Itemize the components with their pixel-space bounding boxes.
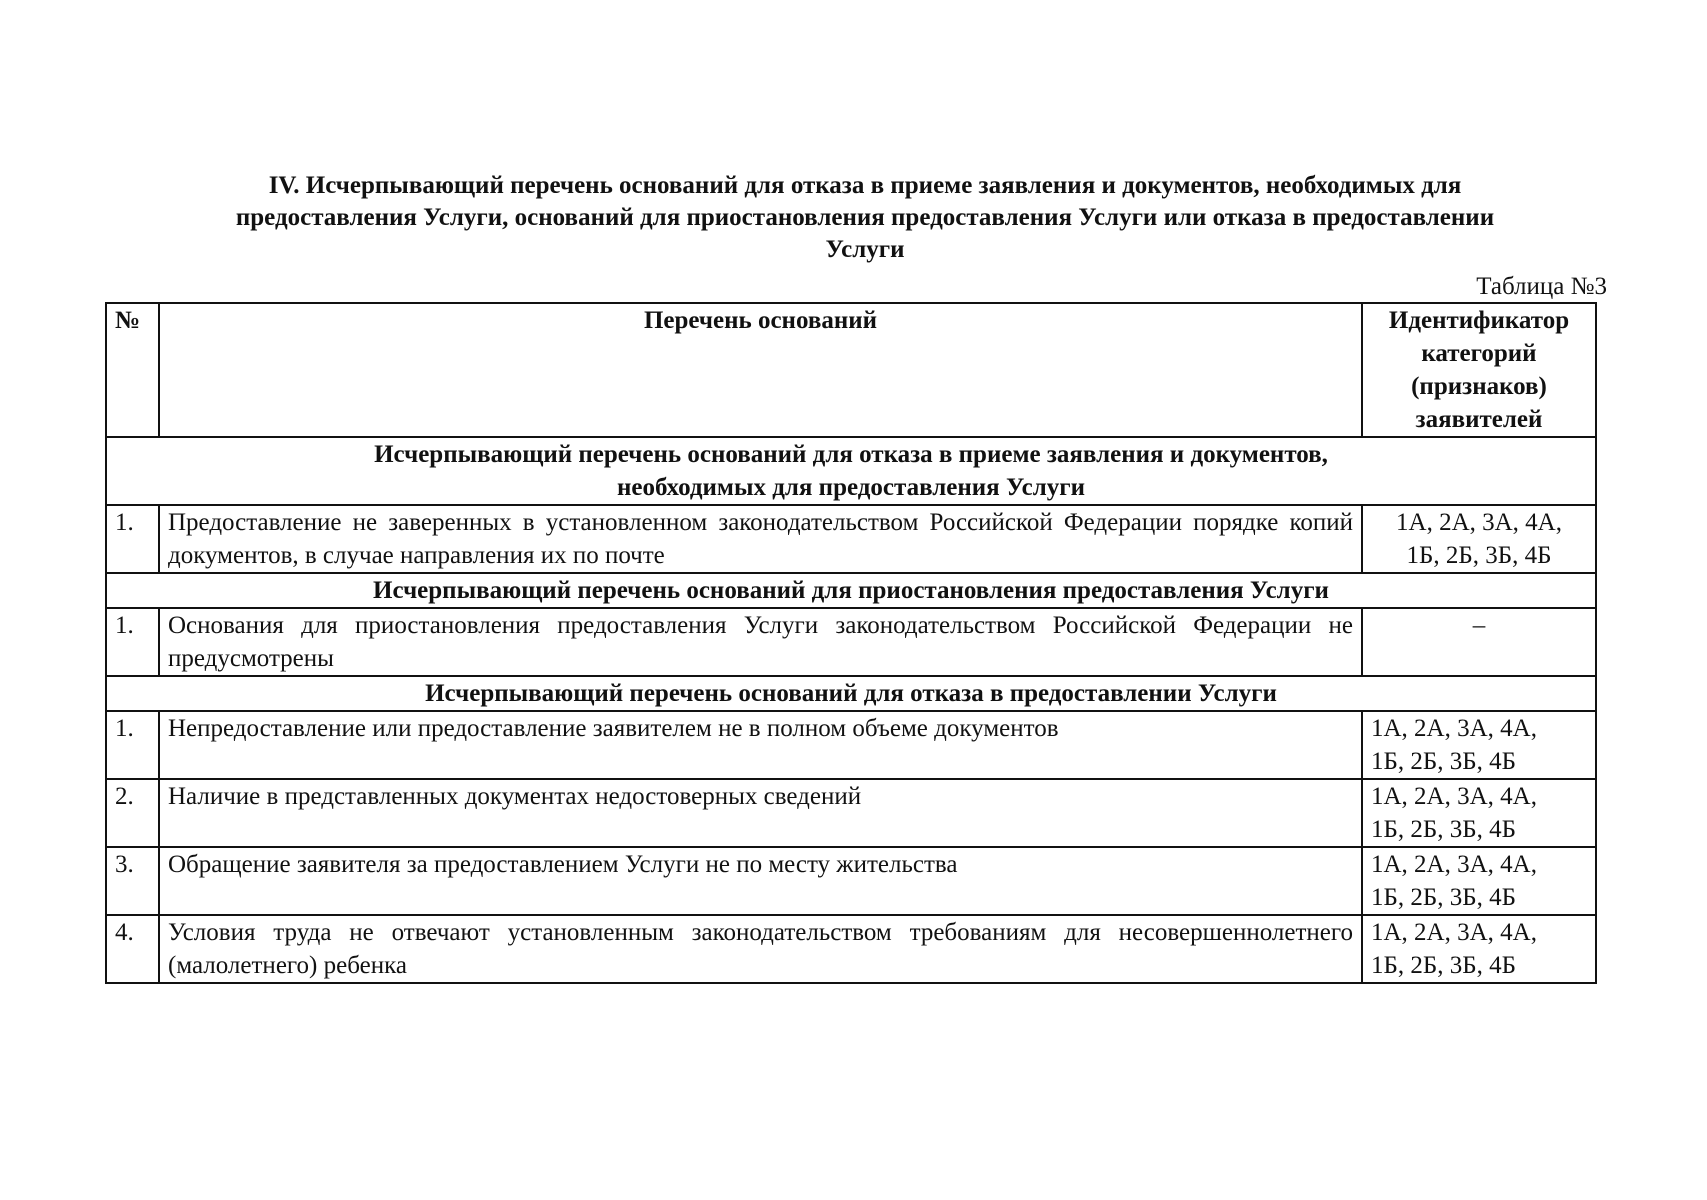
identifier-line: 1А, 2А, 3А, 4А,	[1396, 509, 1562, 536]
table-row	[106, 779, 1596, 847]
header-number: №	[106, 303, 159, 437]
heading-line: предоставления Услуги, оснований для приостановления предоставления Услуги или отказа в предоставлении	[235, 204, 1495, 231]
row-number: 1.	[106, 608, 159, 676]
row-number: 2.	[106, 779, 159, 847]
row-identifiers	[1362, 915, 1596, 983]
table-row	[106, 505, 1596, 573]
row-identifiers	[1362, 779, 1596, 847]
row-identifiers	[1362, 505, 1596, 573]
row-reason: Наличие в представленных документах недостоверных сведений	[159, 779, 1362, 847]
section-title-suspension: Исчерпывающий перечень оснований для приостановления предоставления Услуги	[106, 573, 1596, 608]
table-row	[106, 608, 1596, 676]
header-reasons: Перечень оснований	[159, 303, 1362, 437]
identifier-line: 1А, 2А, 3А, 4А,	[1371, 783, 1537, 810]
row-number: 3.	[106, 847, 159, 915]
table-number-label: Таблица №3	[1476, 273, 1607, 300]
row-identifiers	[1362, 847, 1596, 915]
row-reason: Непредоставление или предоставление заявителем не в полном объеме документов	[159, 711, 1362, 779]
header-identifier: Идентификатор категорий (признаков) заявителей	[1362, 303, 1596, 437]
section-row	[106, 437, 1596, 505]
section-heading	[110, 170, 1620, 266]
heading-line: IV. Исчерпывающий перечень оснований для отказа в приеме заявления и документов, необходимых для	[268, 172, 1462, 199]
row-reason: Условия труда не отвечают установленным законодательством требованиям для несовершеннолетнего (малолетнего) ребенка	[159, 915, 1362, 983]
identifier-line: 1А, 2А, 3А, 4А,	[1371, 715, 1537, 742]
identifier-line: 1Б, 2Б, 3Б, 4Б	[1406, 542, 1552, 569]
section-title-refusal-service: Исчерпывающий перечень оснований для отказа в предоставлении Услуги	[106, 676, 1596, 711]
row-number: 1.	[106, 711, 159, 779]
heading-line: Услуги	[825, 236, 905, 263]
grounds-table	[105, 302, 1597, 984]
row-number: 4.	[106, 915, 159, 983]
row-reason: Обращение заявителя за предоставлением Услуги не по месту жительства	[159, 847, 1362, 915]
identifier-line: –	[1472, 612, 1486, 639]
row-reason: Предоставление не заверенных в установленном законодательством Российской Федерации порядке копий документов, в случае направления их по почте	[159, 505, 1362, 573]
section-title-refusal-acceptance	[106, 437, 1596, 505]
section-title-line: Исчерпывающий перечень оснований для отказа в приеме заявления и документов,	[374, 441, 1328, 468]
table-row	[106, 847, 1596, 915]
section-title-line: необходимых для предоставления Услуги	[617, 474, 1085, 501]
row-identifiers	[1362, 608, 1596, 676]
identifier-line: 1А, 2А, 3А, 4А,	[1371, 851, 1537, 878]
identifier-line: 1Б, 2Б, 3Б, 4Б	[1371, 952, 1516, 979]
row-identifiers	[1362, 711, 1596, 779]
section-row	[106, 573, 1596, 608]
table-row	[106, 711, 1596, 779]
table-row	[106, 915, 1596, 983]
row-number: 1.	[106, 505, 159, 573]
row-reason: Основания для приостановления предоставления Услуги законодательством Российской Федерации не предусмотрены	[159, 608, 1362, 676]
identifier-line: 1Б, 2Б, 3Б, 4Б	[1371, 884, 1516, 911]
identifier-line: 1А, 2А, 3А, 4А,	[1371, 919, 1537, 946]
section-row	[106, 676, 1596, 711]
identifier-line: 1Б, 2Б, 3Б, 4Б	[1371, 748, 1516, 775]
identifier-line: 1Б, 2Б, 3Б, 4Б	[1371, 816, 1516, 843]
table-header-row	[106, 303, 1596, 437]
